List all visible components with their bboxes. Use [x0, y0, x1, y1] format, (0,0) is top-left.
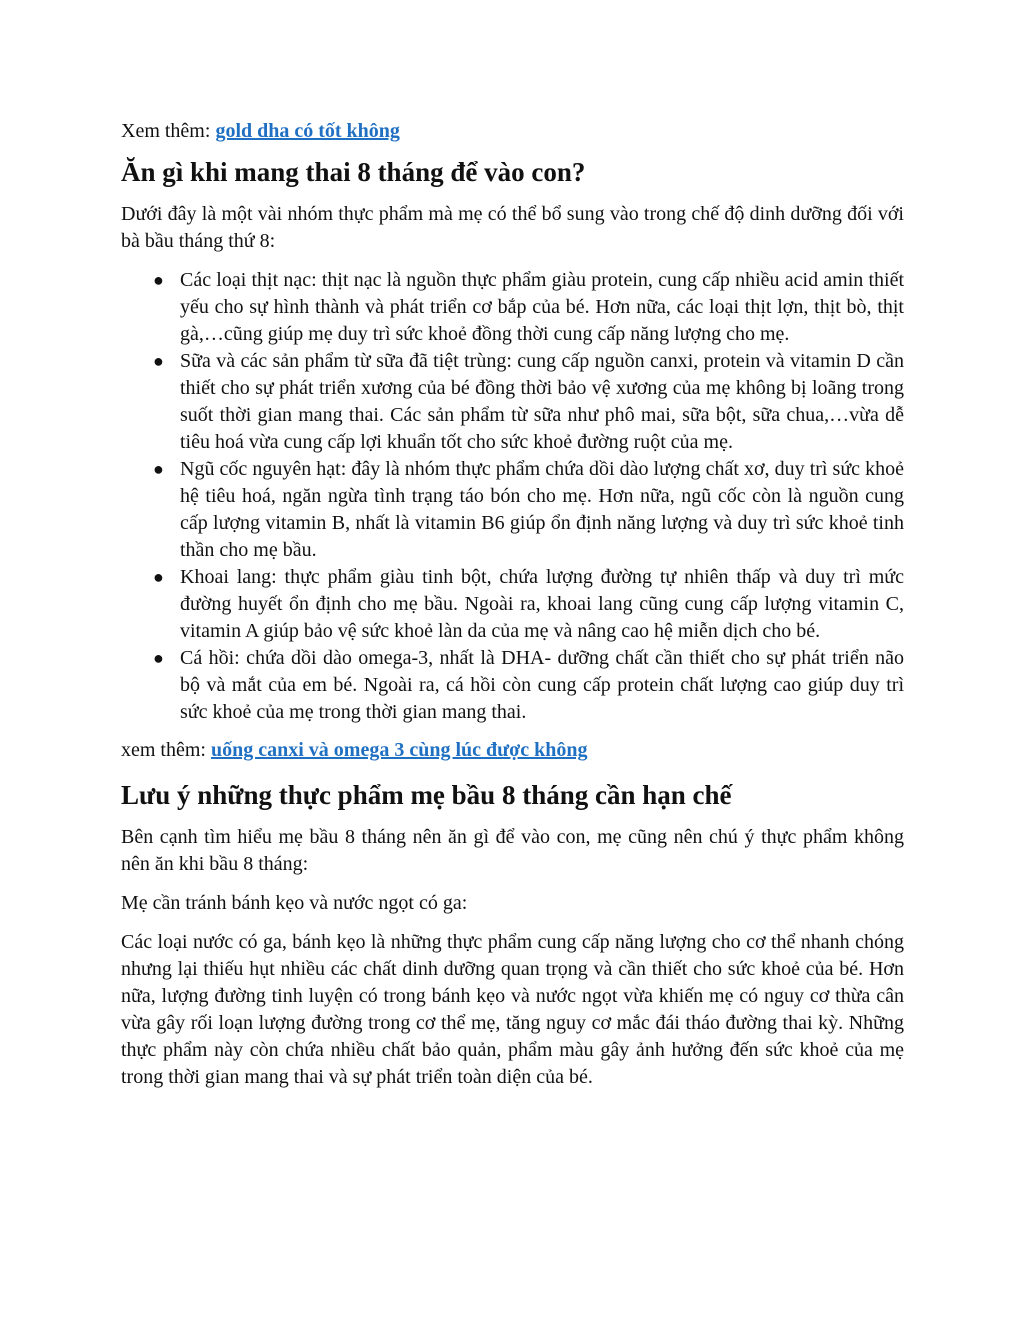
section-2-body: Các loại nước có ga, bánh kẹo là những thực phẩm cung cấp năng lượng cho cơ thể nhanh chóng nhưng lại thiếu hụt nhiều các chất dinh dưỡng quan trọng và cần thiết cho sức khoẻ của bé. Hơn nữa, lượng đường tinh luyện có trong bánh kẹo và nước ngọt vừa khiến mẹ có nguy cơ thừa cân vừa gây rối loạn lượng đường trong cơ thể mẹ, tăng nguy cơ mắc đái tháo đường thai kỳ. Những thực phẩm này còn chứa nhiều chất bảo quản, phẩm màu gây ảnh hưởng đến sức khoẻ của mẹ trong thời gian mang thai và sự phát triển toàn diện của bé. [121, 931, 904, 1088]
bullet-icon: ● [153, 648, 164, 668]
section-1-heading: Ăn gì khi mang thai 8 tháng để vào con? [121, 157, 586, 187]
food-list [121, 267, 904, 726]
section-2-subheading: Mẹ cần tránh bánh kẹo và nước ngọt có ga: [121, 892, 468, 914]
bullet-icon: ● [153, 270, 164, 290]
section-2-heading: Lưu ý những thực phẩm mẹ bầu 8 tháng cần hạn chế [121, 780, 732, 810]
section-2-intro: Bên cạnh tìm hiểu mẹ bầu 8 tháng nên ăn gì để vào con, mẹ cũng nên chú ý thực phẩm không nên ăn khi bầu 8 tháng: [121, 826, 904, 875]
bullet-icon: ● [153, 459, 164, 479]
list-item [121, 348, 904, 456]
list-item-text: Các loại thịt nạc: thịt nạc là nguồn thực phẩm giàu protein, cung cấp nhiều acid amin thiết yếu cho sự hình thành và phát triển cơ bắp của bé. Hơn nữa, các loại thịt lợn, thịt bò, thịt gà,…cũng giúp mẹ duy trì sức khoẻ đồng thời cung cấp năng lượng cho mẹ. [180, 269, 904, 345]
see-more-link-1[interactable]: gold dha có tốt không [215, 120, 400, 142]
list-item-text: Sữa và các sản phẩm từ sữa đã tiệt trùng: cung cấp nguồn canxi, protein và vitamin D cần thiết cho sự phát triển xương của bé đồng thời bảo vệ xương của mẹ không bị loãng trong suốt thời gian mang thai. Các sản phẩm từ sữa như phô mai, sữa bột, sữa chua,…vừa dễ tiêu hoá vừa cung cấp lợi khuẩn tốt cho sức khoẻ đường ruột của mẹ. [180, 350, 904, 453]
list-item-text: Khoai lang: thực phẩm giàu tinh bột, chứa lượng đường tự nhiên thấp và duy trì mức đường huyết ổn định cho mẹ bầu. Ngoài ra, khoai lang cũng cung cấp lượng vitamin C, vitamin A giúp bảo vệ sức khoẻ làn da của mẹ và nâng cao hệ miễn dịch cho bé. [180, 566, 904, 642]
see-more-prefix-2: xem thêm: [121, 739, 211, 761]
list-item [121, 564, 904, 645]
document-page [121, 118, 904, 1091]
bullet-icon: ● [153, 351, 164, 371]
see-more-link-2[interactable]: uống canxi và omega 3 cùng lúc được không [210, 739, 588, 761]
list-item [121, 456, 904, 564]
see-more-line-1 [121, 118, 904, 145]
list-item-text: Cá hồi: chứa dồi dào omega-3, nhất là DHA- dưỡng chất cần thiết cho sự phát triển não bộ và mắt của em bé. Ngoài ra, cá hồi còn cung cấp protein chất lượng cao giúp duy trì sức khoẻ của mẹ trong thời gian mang thai. [180, 647, 904, 723]
list-item-text: Ngũ cốc nguyên hạt: đây là nhóm thực phẩm chứa dồi dào lượng chất xơ, duy trì sức khoẻ hệ tiêu hoá, ngăn ngừa tình trạng táo bón cho mẹ. Hơn nữa, ngũ cốc còn là nguồn cung cấp lượng vitamin B, nhất là vitamin B6 giúp ổn định năng lượng và duy trì sức khoẻ tinh thần cho mẹ bầu. [180, 458, 904, 561]
bullet-icon: ● [153, 567, 164, 587]
list-item [121, 267, 904, 348]
see-more-line-2 [121, 737, 904, 764]
section-1-intro: Dưới đây là một vài nhóm thực phẩm mà mẹ có thể bổ sung vào trong chế độ dinh dưỡng đối với bà bầu tháng thứ 8: [121, 203, 904, 252]
list-item [121, 645, 904, 726]
see-more-prefix-1: Xem thêm: [121, 120, 216, 142]
